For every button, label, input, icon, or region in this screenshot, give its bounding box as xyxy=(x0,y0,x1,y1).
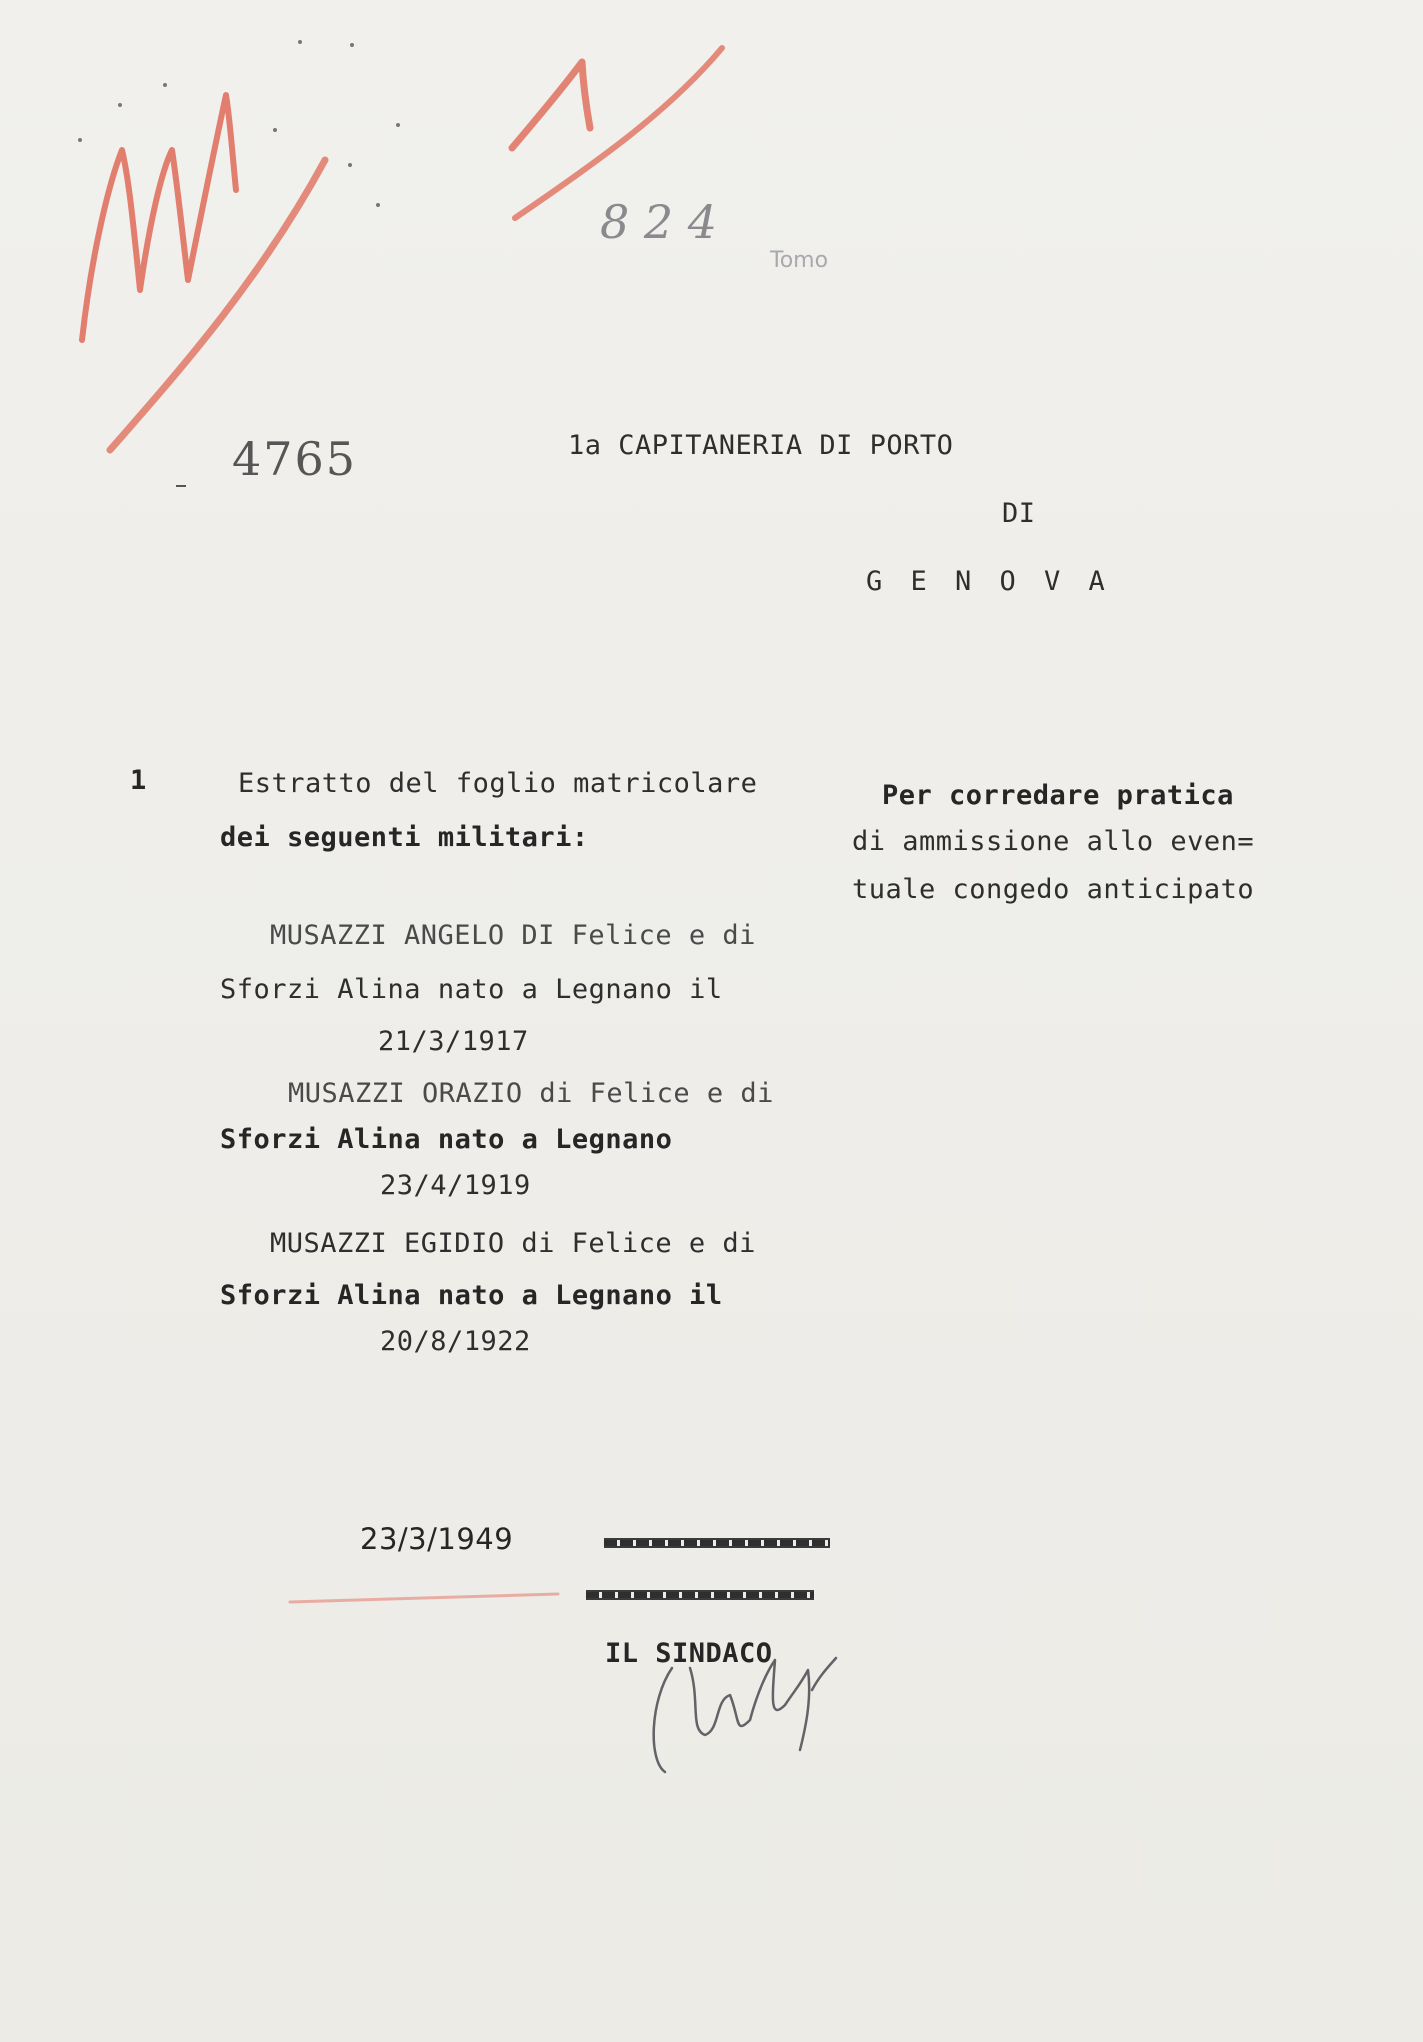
person-2-line-1: MUSAZZI ORAZIO di Felice e di xyxy=(288,1078,774,1109)
person-3-line-2: Sforzi Alina nato a Legnano il xyxy=(220,1280,723,1311)
addressee-line-1: 1a CAPITANERIA DI PORTO xyxy=(568,430,954,461)
person-3-line-1: MUSAZZI EGIDIO di Felice e di xyxy=(270,1228,756,1259)
purpose-line-2: di ammissione allo even= xyxy=(852,826,1255,857)
item-number: 1 xyxy=(130,765,147,796)
addressee-line-2: DI xyxy=(1002,498,1036,529)
signatory-title: IL SINDACO xyxy=(605,1638,773,1669)
person-1-line-1: MUSAZZI ANGELO DI Felice e di xyxy=(270,920,756,951)
description-line-2: dei seguenti militari: xyxy=(220,822,589,853)
person-1-date: 21/3/1917 xyxy=(378,1026,529,1057)
purpose-line-1: Per corredare pratica xyxy=(882,780,1234,811)
person-2-line-2: Sforzi Alina nato a Legnano xyxy=(220,1124,673,1155)
pencil-top-numbers: 8 2 4 xyxy=(600,195,718,249)
signature-stroke xyxy=(654,1658,836,1772)
purpose-line-3: tuale congedo anticipato xyxy=(852,874,1255,905)
person-3-date: 20/8/1922 xyxy=(380,1326,531,1357)
addressee-line-3: G E N O V A xyxy=(866,566,1111,597)
person-2-date: 23/4/1919 xyxy=(380,1170,531,1201)
person-1-line-2: Sforzi Alina nato a Legnano il xyxy=(220,974,723,1005)
protocol-number: 4765 xyxy=(232,432,358,486)
document-date: 23/3/1949 xyxy=(360,1522,514,1556)
description-line-1: Estratto del foglio matricolare xyxy=(238,768,758,799)
pencil-faint-text: Tomo xyxy=(770,248,829,273)
